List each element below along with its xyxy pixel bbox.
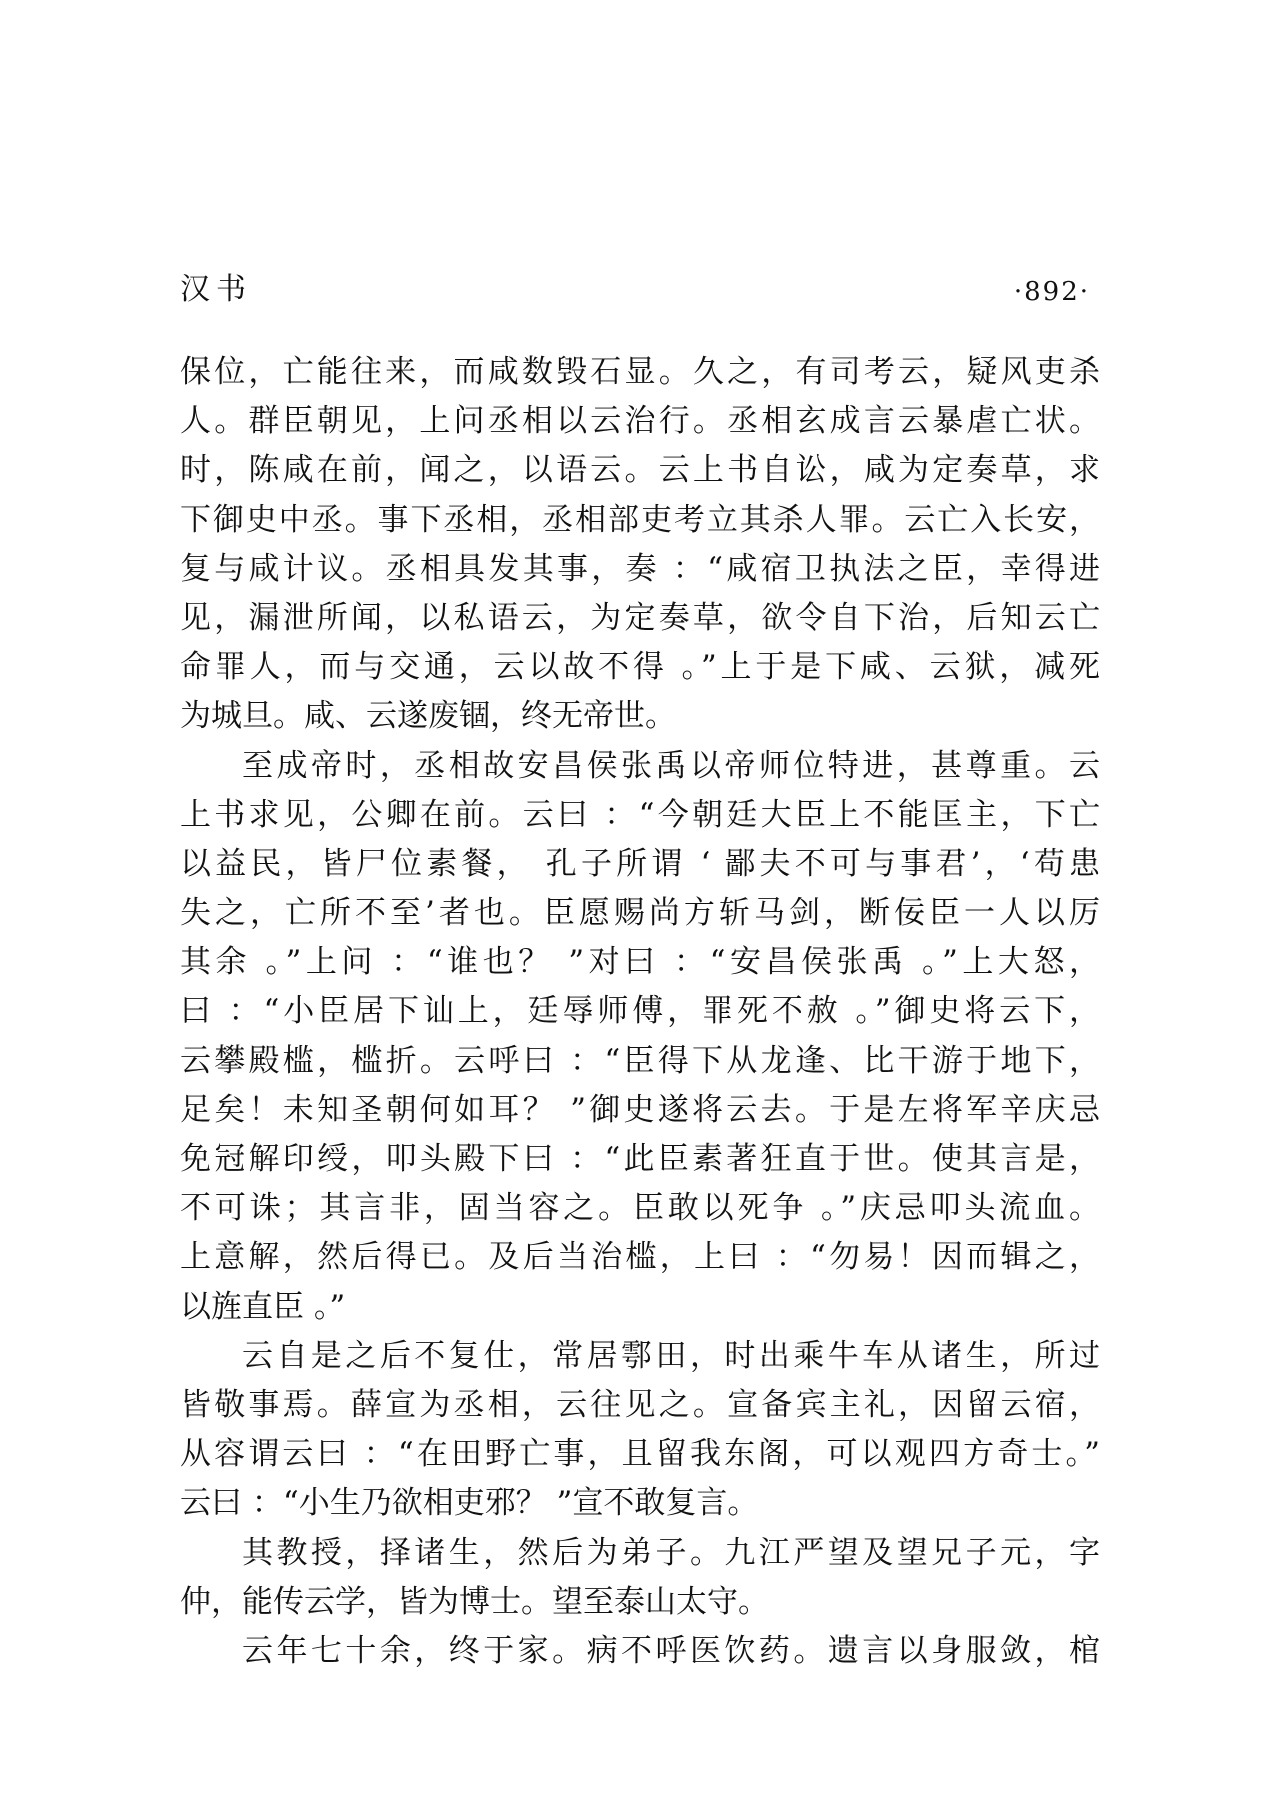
text-line: 上书求见，公卿在前。云曰 ：“今朝廷大臣上不能匡主，下亡 xyxy=(180,796,1100,833)
text-line: 为城旦。咸、云遂废锢，终无帝世。 xyxy=(180,698,676,735)
text-line: 复与咸计议。丞相具发其事，奏 ：“咸宿卫执法之臣，幸得进 xyxy=(180,550,1100,587)
text-line: 曰 ：“小臣居下讪上，廷辱师傅，罪死不赦 。”御史将云下， xyxy=(180,993,1100,1030)
text-line: 下御史中丞。事下丞相，丞相部吏考立其杀人罪。云亡入长安， xyxy=(180,501,1100,538)
text-line: 见，漏泄所闻，以私语云，为定奏草，欲令自下治，后知云亡 xyxy=(180,599,1100,636)
text-line: 云自是之后不复仕，常居鄠田，时出乘牛车从诸生，所过 xyxy=(242,1337,1100,1374)
text-line: 皆敬事焉。薛宣为丞相，云往见之。宣备宾主礼，因留云宿， xyxy=(180,1386,1100,1423)
text-line: 免冠解印绶，叩头殿下曰 ：“此臣素著狂直于世。使其言是， xyxy=(180,1141,1100,1177)
text-line: 命罪人，而与交通，云以故不得 。”上于是下咸、云狱，减死 xyxy=(180,649,1100,686)
text-line: 不可诛；其言非，固当容之。臣敢以死争 。”庆忌叩头流血。 xyxy=(180,1190,1100,1227)
text-line: 时，陈咸在前，闻之，以语云。云上书自讼，咸为定奏草，求 xyxy=(180,452,1100,489)
text-line: 至成帝时，丞相故安昌侯张禹以帝师位特进，甚尊重。云 xyxy=(242,747,1100,784)
text-line: 失之，亡所不至’者也。臣愿赐尚方斩马剑，断佞臣一人以厉 xyxy=(180,895,1100,932)
text-line: 从容谓云曰 ：“在田野亡事，且留我东阁，可以观四方奇士。” xyxy=(180,1436,1100,1473)
text-line: 云曰 ：“小生乃欲相吏邪？ ”宣不敢复言。 xyxy=(180,1485,759,1522)
text-line: 仲，能传云学，皆为博士。望至泰山太守。 xyxy=(180,1583,769,1620)
text-line: 其教授，择诸生，然后为弟子。九江严望及望兄子元，字 xyxy=(242,1534,1100,1571)
text-line: 其余 。”上问 ：“谁也？ ”对曰 ：“安昌侯张禹 。”上大怒， xyxy=(180,944,1100,981)
text-line: 云年七十余，终于家。病不呼医饮药。遗言以身服敛，棺 xyxy=(242,1632,1100,1669)
text-line: 足矣！未知圣朝何如耳？ ”御史遂将云去。于是左将军辛庆忌 xyxy=(180,1091,1100,1128)
text-line: 人。群臣朝见，上问丞相以云治行。丞相玄成言云暴虐亡状。 xyxy=(180,403,1100,440)
text-line: 以旌直臣 。” xyxy=(180,1288,346,1325)
page-number: ·892· xyxy=(1013,277,1090,307)
body-text xyxy=(180,348,1100,1676)
text-line: 上意解，然后得已。及后当治槛，上曰 ：“勿易！因而辑之， xyxy=(180,1239,1100,1276)
text-line: 保位，亡能往来，而咸数毁石显。久之，有司考云，疑风吏杀 xyxy=(180,354,1100,390)
text-line: 云攀殿槛，槛折。云呼曰 ：“臣得下从龙逢、比干游于地下， xyxy=(180,1042,1100,1079)
text-line: 以益民，皆尸位素餐， 孔子所谓 ‘ 鄙夫不可与事君’，‘苟患 xyxy=(180,845,1100,882)
running-title: 汉书 xyxy=(180,272,252,307)
